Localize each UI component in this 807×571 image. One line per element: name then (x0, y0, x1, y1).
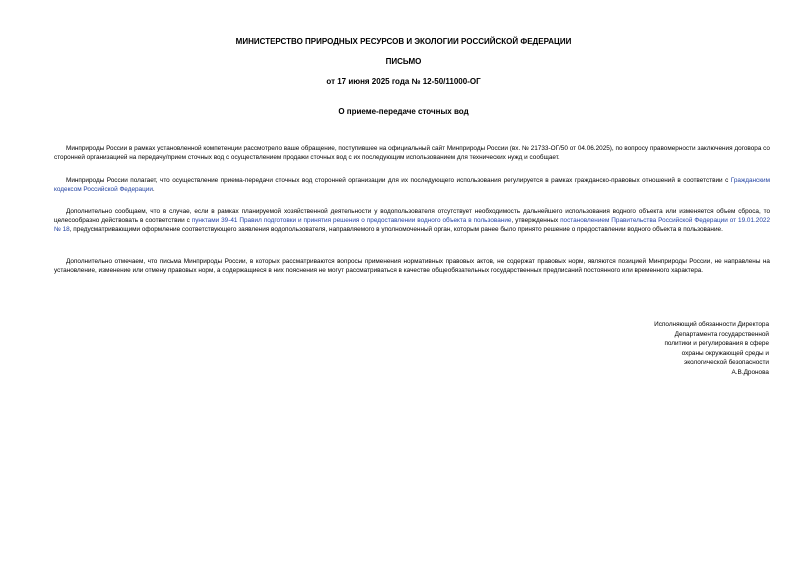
rules-points-link[interactable]: пунктами 39-41 Правил подготовки и принятия решения о предоставлении водного объекта в пользование (191, 216, 512, 224)
paragraph-3-text-3: , предусматривающими оформление соответствующего заявления водопользователя, направляемого в уполномоченный орган, которым ранее было принято решение о предоставлении водного объекта в пользование. (69, 225, 723, 233)
ministry-heading: МИНИСТЕРСТВО ПРИРОДНЫХ РЕСУРСОВ И ЭКОЛОГИИ РОССИЙСКОЙ ФЕДЕРАЦИИ (235, 37, 572, 46)
government-resolution-link[interactable]: постановлением Правительства Российской Федерации от 19.01.2022 № 18 (54, 216, 771, 233)
paragraph-4-text: Дополнительно отмечаем, что письма Минприроды России, в которых рассматриваются вопросы применения нормативных правовых актов, не содержат правовых норм, являются позицией Минприроды России, не направлены на установление, изменение или отмену правовых норм, а содержащиеся в них пояснения не могут рассматриваться в качестве общеобязательных государственных предписаний постоянного или временного характера. (54, 258, 770, 274)
civil-code-link[interactable]: Гражданским кодексом Российской Федерации (54, 177, 770, 193)
paragraph-1 (54, 145, 770, 163)
paragraph-1-text: Минприроды России в рамках установленной компетенции рассмотрело ваше обращение, поступившее на официальный сайт Минприроды России (вх. № 21733-ОГ/50 от 04.06.2025), по вопросу правомерности заключения договора со сторонней организацией на передачу/прием сточных вод с осуществлением продажи сточных вод с их последующим использованием для технических нужд и сообщает. (54, 145, 770, 161)
paragraph-2-end: . (152, 185, 155, 193)
paragraph-2-text: Минприроды России полагает, что осуществление приема-передачи сточных вод сторонней организации для их последующего использования регулируется в рамках гражданско-правовых отношений в соответствии с (66, 177, 731, 184)
paragraph-3-text-2: , утвержденных (511, 216, 561, 224)
signature-line-1: Исполняющий обязанности Директора (654, 321, 769, 328)
signature-line-3: политики и регулирования в сфере (664, 340, 769, 347)
paragraph-2 (54, 177, 770, 195)
signature-block (654, 320, 769, 377)
paragraph-3-text-1: Дополнительно сообщаем, что в случае, если в рамках планируемой хозяйственной деятельности у водопользователя отсутствует необходимость дальнейшего использования водного объекта или изменяется объем сброса, то целесообразно действовать в соответствии с (54, 208, 770, 224)
paragraph-4 (54, 258, 770, 276)
date-number-heading: от 17 июня 2025 года № 12-50/11000-ОГ (326, 77, 481, 86)
doc-type-heading: ПИСЬМО (385, 57, 422, 66)
paragraph-3 (54, 208, 770, 235)
signature-line-2: Департамента государственной (674, 330, 769, 338)
signature-line-4: охраны окружающей среды и (681, 349, 769, 357)
signature-line-5: экологической безопасности (683, 359, 769, 366)
signatory-name: А.В.Дронова (731, 368, 769, 376)
subject-heading: О приеме-передаче сточных вод (338, 107, 469, 116)
